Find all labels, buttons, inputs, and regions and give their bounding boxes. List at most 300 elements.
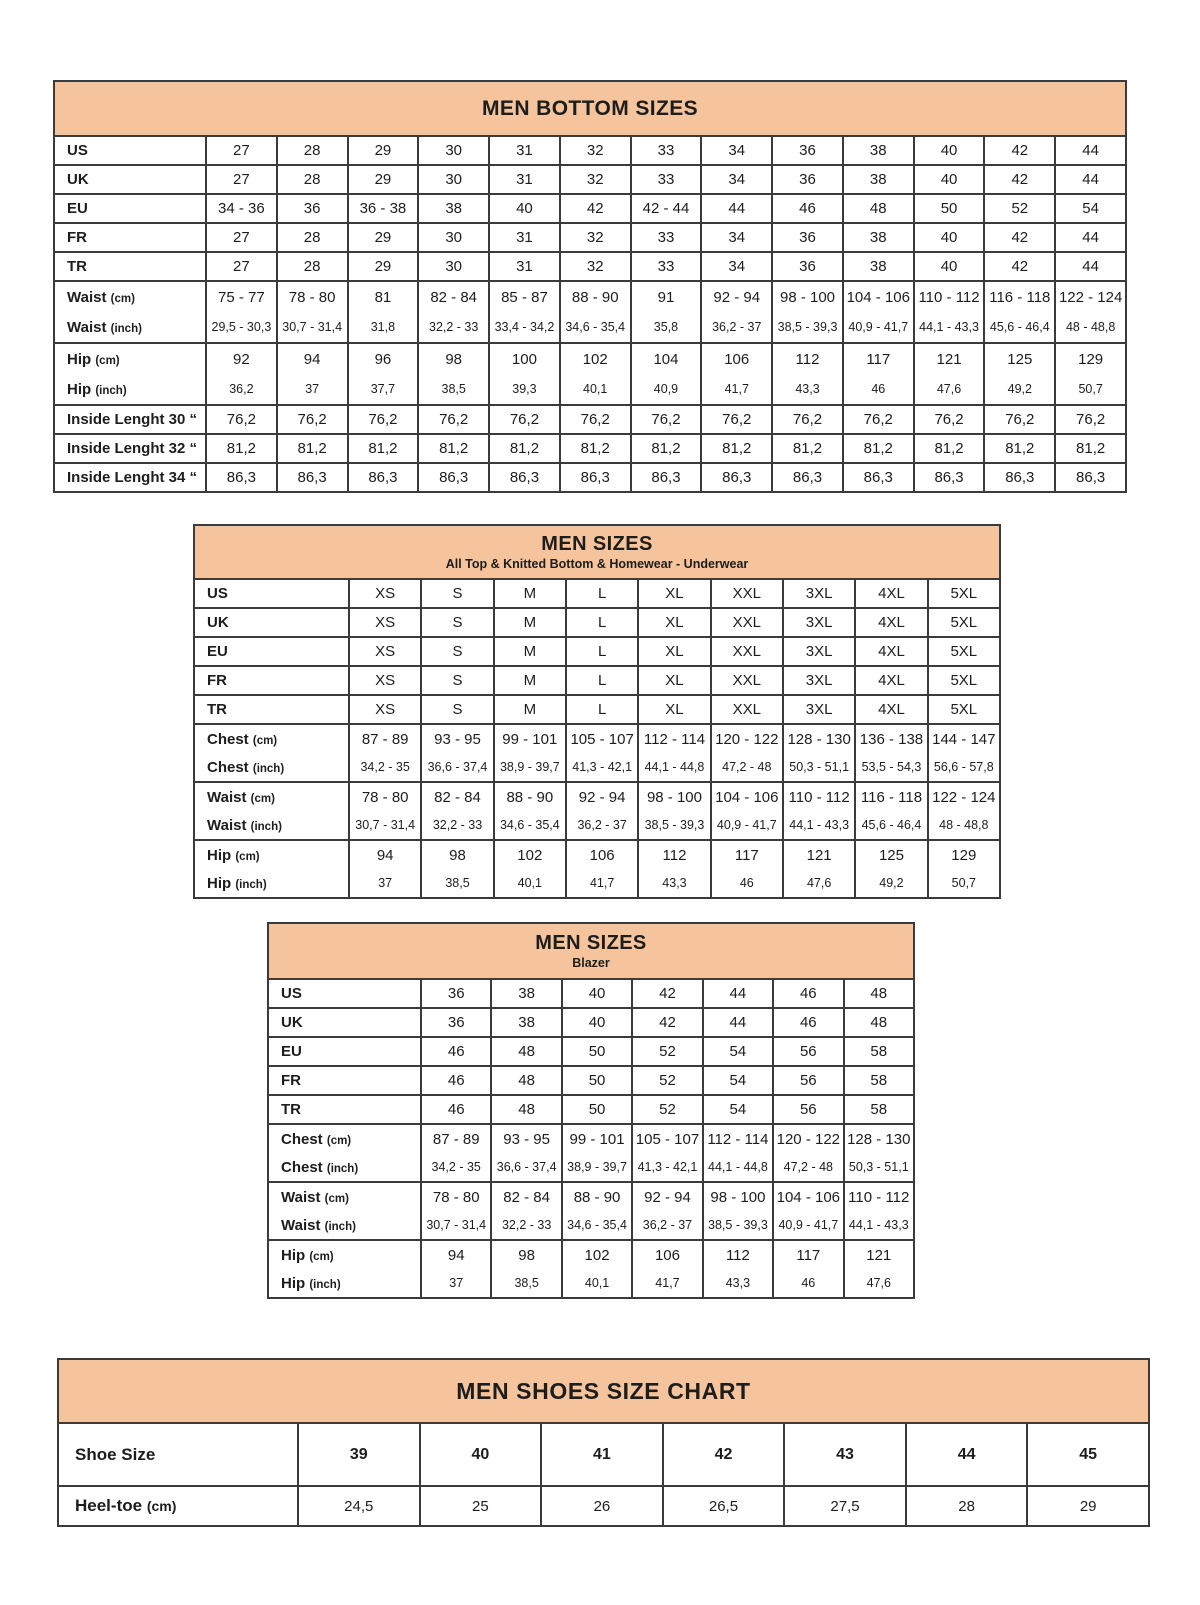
value-cell: 136 - 138 — [855, 724, 927, 753]
row-label — [194, 637, 349, 666]
value-cell: 36 — [772, 136, 843, 165]
value-cell: 39,3 — [489, 374, 560, 405]
value-cell: 48 — [491, 1066, 561, 1095]
value-cell: XL — [638, 666, 710, 695]
value-cell: 44 — [906, 1423, 1028, 1486]
row-label-unit: (cm) — [250, 792, 275, 805]
value-cell: 45,6 - 46,4 — [984, 312, 1055, 343]
table-row — [54, 405, 1126, 434]
value-cell: 128 - 130 — [783, 724, 855, 753]
row-label-text: Waist — [281, 1188, 321, 1206]
row-label-text: Chest — [281, 1158, 323, 1176]
value-cell: 5XL — [928, 666, 1000, 695]
value-cell: 28 — [277, 165, 348, 194]
table-row — [268, 1008, 914, 1037]
value-cell: 44,1 - 44,8 — [638, 753, 710, 782]
value-cell: 92 - 94 — [701, 281, 772, 312]
table-header-row — [54, 81, 1126, 136]
value-cell: 41,7 — [566, 869, 638, 898]
value-cell: 38 — [491, 1008, 561, 1037]
value-cell: 40,9 - 41,7 — [843, 312, 914, 343]
value-cell: 34 — [701, 223, 772, 252]
value-cell: 44,1 - 44,8 — [703, 1153, 773, 1182]
value-cell: 36,2 - 37 — [566, 811, 638, 840]
value-cell: 38 — [418, 194, 489, 223]
value-cell: 99 - 101 — [562, 1124, 632, 1153]
value-cell: 40 — [914, 252, 985, 281]
value-cell: 54 — [703, 1095, 773, 1124]
table-row — [268, 1066, 914, 1095]
table-row — [194, 579, 1000, 608]
value-cell: 86,3 — [984, 463, 1055, 492]
value-cell: 37 — [277, 374, 348, 405]
value-cell: 32,2 - 33 — [418, 312, 489, 343]
value-cell: 48 - 48,8 — [1055, 312, 1126, 343]
value-cell: 38 — [843, 223, 914, 252]
table-row — [268, 979, 914, 1008]
value-cell: 3XL — [783, 637, 855, 666]
row-label — [268, 1066, 421, 1095]
value-cell: 31 — [489, 223, 560, 252]
table-subtitle: All Top & Knitted Bottom & Homewear - Underwear — [445, 557, 749, 571]
value-cell: 48 — [843, 194, 914, 223]
table-row — [58, 1486, 1149, 1526]
value-cell: 32 — [560, 136, 631, 165]
table-row — [194, 666, 1000, 695]
table-row — [268, 1269, 914, 1298]
table-title: MEN SIZES — [535, 932, 647, 954]
value-cell: 56 — [773, 1095, 843, 1124]
value-cell: 26 — [541, 1486, 663, 1526]
value-cell: 86,3 — [418, 463, 489, 492]
value-cell: 56,6 - 57,8 — [928, 753, 1000, 782]
value-cell: 46 — [772, 194, 843, 223]
value-cell: 129 — [928, 840, 1000, 869]
row-label — [268, 1095, 421, 1124]
value-cell: S — [421, 637, 493, 666]
row-label-text: EU — [67, 200, 88, 217]
value-cell: 36 — [772, 252, 843, 281]
row-label — [58, 1423, 298, 1486]
value-cell: XS — [349, 695, 421, 724]
value-cell: 81,2 — [631, 434, 702, 463]
value-cell: 94 — [349, 840, 421, 869]
value-cell: 117 — [711, 840, 783, 869]
row-label-text: TR — [281, 1101, 301, 1118]
value-cell: 76,2 — [1055, 405, 1126, 434]
value-cell: 106 — [701, 343, 772, 374]
value-cell: 41,7 — [632, 1269, 702, 1298]
value-cell: XXL — [711, 579, 783, 608]
value-cell: 36,2 - 37 — [632, 1211, 702, 1240]
value-cell: 88 - 90 — [560, 281, 631, 312]
value-cell: 40 — [562, 1008, 632, 1037]
value-cell: 112 - 114 — [638, 724, 710, 753]
row-label-unit: (cm) — [252, 734, 278, 747]
value-cell: 34 — [701, 165, 772, 194]
value-cell: 37 — [349, 869, 421, 898]
men-sizes-tops-underwear-table — [193, 524, 1001, 899]
value-cell: 44,1 - 43,3 — [914, 312, 985, 343]
value-cell: XS — [349, 608, 421, 637]
value-cell: 44 — [1055, 136, 1126, 165]
table-row — [194, 782, 1000, 811]
value-cell: S — [421, 608, 493, 637]
row-label-text: Hip — [207, 874, 232, 892]
value-cell: 76,2 — [206, 405, 277, 434]
value-cell: 49,2 — [984, 374, 1055, 405]
value-cell: 48 — [491, 1095, 561, 1124]
row-label — [194, 782, 349, 811]
value-cell: 94 — [277, 343, 348, 374]
row-label — [268, 1240, 421, 1269]
value-cell: 104 - 106 — [711, 782, 783, 811]
value-cell: 86,3 — [701, 463, 772, 492]
value-cell: 85 - 87 — [489, 281, 560, 312]
value-cell: 125 — [984, 343, 1055, 374]
value-cell: 102 — [560, 343, 631, 374]
value-cell: 30 — [418, 136, 489, 165]
table-row — [194, 869, 1000, 898]
table-row — [54, 252, 1126, 281]
value-cell: 37,7 — [348, 374, 419, 405]
value-cell: 44,1 - 43,3 — [783, 811, 855, 840]
table-header-row — [58, 1359, 1149, 1423]
row-label-text: Heel-toe — [75, 1496, 143, 1515]
row-label-text: Hip — [67, 350, 92, 368]
row-label — [54, 223, 206, 252]
value-cell: 34,6 - 35,4 — [494, 811, 566, 840]
value-cell: 99 - 101 — [494, 724, 566, 753]
value-cell: 34,6 - 35,4 — [562, 1211, 632, 1240]
value-cell: S — [421, 666, 493, 695]
value-cell: XS — [349, 579, 421, 608]
value-cell: 27 — [206, 252, 277, 281]
value-cell: 44 — [1055, 252, 1126, 281]
value-cell: 36 — [421, 979, 491, 1008]
value-cell: XL — [638, 608, 710, 637]
row-label — [54, 281, 206, 312]
value-cell: 38,5 - 39,3 — [772, 312, 843, 343]
row-label-unit: (inch) — [324, 1220, 356, 1233]
table-row — [54, 223, 1126, 252]
value-cell: 40 — [914, 136, 985, 165]
value-cell: 41 — [541, 1423, 663, 1486]
value-cell: 29 — [348, 252, 419, 281]
row-label — [54, 252, 206, 281]
value-cell: 29 — [348, 136, 419, 165]
table-row — [268, 1124, 914, 1153]
value-cell: 81,2 — [1055, 434, 1126, 463]
value-cell: 86,3 — [914, 463, 985, 492]
value-cell: 40,1 — [562, 1269, 632, 1298]
table-row — [194, 695, 1000, 724]
value-cell: 81,2 — [772, 434, 843, 463]
value-cell: 106 — [632, 1240, 702, 1269]
table-row — [54, 374, 1126, 405]
value-cell: 46 — [773, 1008, 843, 1037]
row-label-text: Waist — [207, 816, 247, 834]
value-cell: 122 - 124 — [928, 782, 1000, 811]
value-cell: 38,9 - 39,7 — [562, 1153, 632, 1182]
row-label-unit: (inch) — [110, 322, 142, 335]
men-sizes-blazer-table — [267, 922, 915, 1299]
value-cell: 27,5 — [784, 1486, 906, 1526]
row-label — [268, 1211, 421, 1240]
value-cell: 58 — [844, 1095, 914, 1124]
value-cell: 4XL — [855, 608, 927, 637]
value-cell: 42 — [984, 252, 1055, 281]
value-cell: 3XL — [783, 666, 855, 695]
value-cell: 76,2 — [631, 405, 702, 434]
value-cell: 82 - 84 — [491, 1182, 561, 1211]
value-cell: 30 — [418, 252, 489, 281]
value-cell: 40 — [489, 194, 560, 223]
value-cell: 38 — [843, 136, 914, 165]
value-cell: 42 - 44 — [631, 194, 702, 223]
value-cell: 120 - 122 — [773, 1124, 843, 1153]
value-cell: 48 - 48,8 — [928, 811, 1000, 840]
value-cell: 42 — [632, 1008, 702, 1037]
row-label — [58, 1486, 298, 1526]
table-row — [268, 1095, 914, 1124]
value-cell: 98 — [421, 840, 493, 869]
value-cell: 87 - 89 — [421, 1124, 491, 1153]
value-cell: 93 - 95 — [491, 1124, 561, 1153]
value-cell: 52 — [632, 1066, 702, 1095]
table-row — [268, 1240, 914, 1269]
value-cell: 47,2 - 48 — [773, 1153, 843, 1182]
value-cell: 104 - 106 — [843, 281, 914, 312]
value-cell: 5XL — [928, 579, 1000, 608]
row-label — [268, 1269, 421, 1298]
value-cell: 86,3 — [206, 463, 277, 492]
value-cell: 86,3 — [1055, 463, 1126, 492]
row-label-unit: (cm) — [326, 1134, 352, 1147]
value-cell: 117 — [843, 343, 914, 374]
row-label — [194, 608, 349, 637]
value-cell: 122 - 124 — [1055, 281, 1126, 312]
value-cell: 76,2 — [418, 405, 489, 434]
value-cell: 44 — [1055, 223, 1126, 252]
value-cell: 112 — [638, 840, 710, 869]
value-cell: 125 — [855, 840, 927, 869]
value-cell: 54 — [703, 1037, 773, 1066]
value-cell: 121 — [783, 840, 855, 869]
row-label-unit: (cm) — [309, 1250, 334, 1263]
value-cell: 28 — [277, 223, 348, 252]
value-cell: 42 — [984, 136, 1055, 165]
table-row — [54, 165, 1126, 194]
value-cell: 50,3 - 51,1 — [783, 753, 855, 782]
row-label-unit: (cm) — [110, 292, 135, 305]
row-label — [54, 312, 206, 343]
row-label-unit: (inch) — [95, 384, 127, 397]
row-label-text: FR — [207, 672, 227, 689]
value-cell: 32 — [560, 252, 631, 281]
value-cell: 81,2 — [418, 434, 489, 463]
table-row — [54, 434, 1126, 463]
row-label — [268, 1124, 421, 1153]
value-cell: 25 — [420, 1486, 542, 1526]
row-label — [54, 343, 206, 374]
value-cell: 36 — [421, 1008, 491, 1037]
value-cell: 27 — [206, 165, 277, 194]
size-table — [267, 922, 915, 1299]
value-cell: 28 — [277, 252, 348, 281]
table-subtitle: Blazer — [572, 956, 610, 970]
table-row — [268, 1037, 914, 1066]
value-cell: 38,5 — [421, 869, 493, 898]
value-cell: 96 — [348, 343, 419, 374]
value-cell: 91 — [631, 281, 702, 312]
value-cell: L — [566, 579, 638, 608]
value-cell: 93 - 95 — [421, 724, 493, 753]
table-row — [54, 463, 1126, 492]
value-cell: 98 - 100 — [703, 1182, 773, 1211]
value-cell: 40 — [420, 1423, 542, 1486]
row-label — [268, 979, 421, 1008]
value-cell: 34 — [701, 252, 772, 281]
table-header-row — [194, 525, 1000, 579]
value-cell: 100 — [489, 343, 560, 374]
value-cell: 40,1 — [560, 374, 631, 405]
table-row — [194, 724, 1000, 753]
value-cell: 24,5 — [298, 1486, 420, 1526]
value-cell: 50 — [562, 1066, 632, 1095]
row-label-unit: (cm) — [324, 1192, 349, 1205]
value-cell: 82 - 84 — [418, 281, 489, 312]
value-cell: 48 — [491, 1037, 561, 1066]
row-label — [194, 840, 349, 869]
value-cell: 116 - 118 — [855, 782, 927, 811]
row-label-text: Hip — [67, 380, 92, 398]
value-cell: 33 — [631, 165, 702, 194]
value-cell: 39 — [298, 1423, 420, 1486]
row-label-text: Inside Lenght 32 “ — [67, 440, 198, 457]
value-cell: 86,3 — [631, 463, 702, 492]
value-cell: 46 — [421, 1037, 491, 1066]
row-label-unit: (inch) — [235, 878, 267, 891]
value-cell: L — [566, 666, 638, 695]
row-label-text: Waist — [281, 1216, 321, 1234]
value-cell: 104 - 106 — [773, 1182, 843, 1211]
row-label-text: Shoe Size — [75, 1444, 156, 1464]
value-cell: 36,6 - 37,4 — [491, 1153, 561, 1182]
value-cell: 33,4 - 34,2 — [489, 312, 560, 343]
row-label — [268, 1008, 421, 1037]
value-cell: 3XL — [783, 695, 855, 724]
value-cell: 29 — [348, 165, 419, 194]
value-cell: 30 — [418, 223, 489, 252]
row-label — [54, 463, 206, 492]
value-cell: XXL — [711, 608, 783, 637]
row-label — [194, 811, 349, 840]
value-cell: 46 — [711, 869, 783, 898]
size-table — [53, 80, 1127, 493]
row-label — [268, 1037, 421, 1066]
value-cell: 36 — [772, 223, 843, 252]
value-cell: 33 — [631, 223, 702, 252]
value-cell: 42 — [632, 979, 702, 1008]
value-cell: 31 — [489, 136, 560, 165]
table-row — [54, 343, 1126, 374]
value-cell: 29 — [348, 223, 419, 252]
value-cell: S — [421, 579, 493, 608]
value-cell: 46 — [773, 1269, 843, 1298]
value-cell: 76,2 — [843, 405, 914, 434]
row-label-text: EU — [207, 643, 228, 660]
value-cell: L — [566, 695, 638, 724]
value-cell: 30,7 - 31,4 — [277, 312, 348, 343]
row-label-text: US — [67, 142, 88, 159]
value-cell: 50,7 — [1055, 374, 1126, 405]
value-cell: 33 — [631, 252, 702, 281]
value-cell: XXL — [711, 637, 783, 666]
table-row — [54, 194, 1126, 223]
value-cell: 34,6 - 35,4 — [560, 312, 631, 343]
value-cell: 76,2 — [701, 405, 772, 434]
value-cell: 26,5 — [663, 1486, 785, 1526]
value-cell: 36 — [772, 165, 843, 194]
value-cell: 106 — [566, 840, 638, 869]
value-cell: 112 — [703, 1240, 773, 1269]
value-cell: 40,1 — [494, 869, 566, 898]
table-row — [58, 1423, 1149, 1486]
value-cell: 42 — [984, 165, 1055, 194]
value-cell: 81,2 — [489, 434, 560, 463]
value-cell: 43 — [784, 1423, 906, 1486]
value-cell: XXL — [711, 666, 783, 695]
value-cell: 34 - 36 — [206, 194, 277, 223]
value-cell: M — [494, 637, 566, 666]
value-cell: 5XL — [928, 695, 1000, 724]
row-label-unit: (inch) — [252, 762, 285, 775]
row-label-text: EU — [281, 1043, 302, 1060]
value-cell: 3XL — [783, 608, 855, 637]
value-cell: 86,3 — [560, 463, 631, 492]
value-cell: M — [494, 608, 566, 637]
men-shoes-size-chart-table — [57, 1358, 1150, 1527]
value-cell: 37 — [421, 1269, 491, 1298]
value-cell: 38,5 - 39,3 — [638, 811, 710, 840]
value-cell: 46 — [421, 1095, 491, 1124]
value-cell: 52 — [632, 1037, 702, 1066]
value-cell: 98 - 100 — [772, 281, 843, 312]
value-cell: 50 — [562, 1037, 632, 1066]
value-cell: S — [421, 695, 493, 724]
value-cell: 45,6 - 46,4 — [855, 811, 927, 840]
value-cell: 58 — [844, 1066, 914, 1095]
row-label — [268, 1182, 421, 1211]
row-label — [194, 869, 349, 898]
row-label-unit: (inch) — [326, 1162, 359, 1175]
row-label-text: Waist — [207, 788, 247, 806]
value-cell: 36 — [277, 194, 348, 223]
value-cell: 5XL — [928, 637, 1000, 666]
value-cell: 43,3 — [638, 869, 710, 898]
value-cell: 30 — [418, 165, 489, 194]
value-cell: 81,2 — [701, 434, 772, 463]
value-cell: 76,2 — [560, 405, 631, 434]
row-label — [54, 194, 206, 223]
value-cell: 76,2 — [914, 405, 985, 434]
row-label-text: TR — [207, 701, 227, 718]
value-cell: 33 — [631, 136, 702, 165]
value-cell: 50 — [914, 194, 985, 223]
value-cell: 82 - 84 — [421, 782, 493, 811]
value-cell: 50,7 — [928, 869, 1000, 898]
